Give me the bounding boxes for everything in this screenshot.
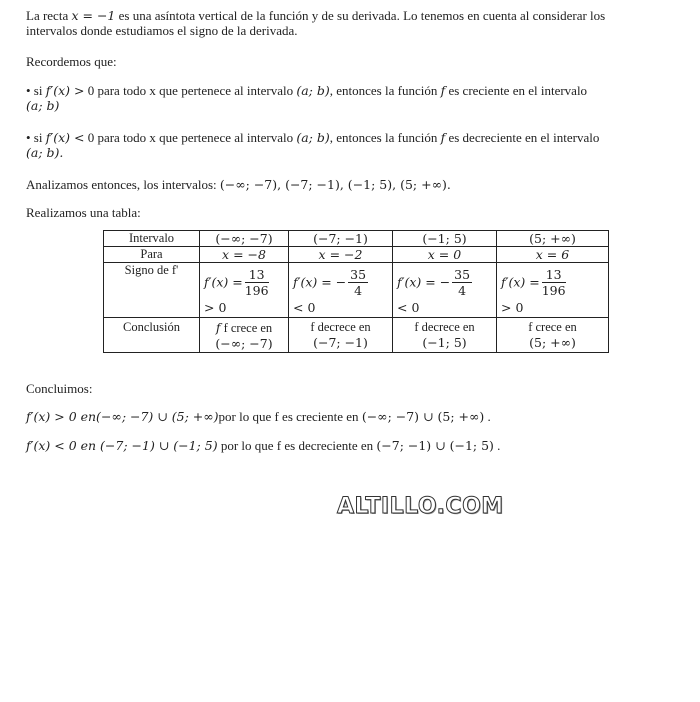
conclusion-decreciente xyxy=(26,438,686,453)
conclusion-text: f decrece en xyxy=(414,320,475,334)
table-cell xyxy=(497,263,609,318)
table-cell: x = −2 xyxy=(289,247,393,263)
conclusion-math: f′(x) > 0 en(−∞; −7) ∪ (5; +∞) xyxy=(26,409,219,424)
table-cell xyxy=(200,263,289,318)
fraction xyxy=(348,268,368,298)
conclusion-math-2: (−7; −1) ∪ (−1; 5) xyxy=(376,438,494,453)
bullet-interval: (a; b) xyxy=(296,130,330,145)
intro-text-2: es una asíntota vertical de la función y de su derivada. Lo tenemos en cuenta al considerar los xyxy=(115,8,606,23)
table-cell: (−1; 5) xyxy=(393,231,497,247)
bullet-f: f xyxy=(440,83,446,98)
table-cell xyxy=(497,318,609,353)
fraction-numerator: 13 xyxy=(245,268,269,283)
bullet-creciente xyxy=(26,83,686,113)
table-header-row xyxy=(104,231,609,247)
bullet-fprime: f′(x) > xyxy=(45,83,85,98)
conclusion-end: . xyxy=(484,409,491,424)
fraction xyxy=(245,268,269,298)
bullet-decreciente xyxy=(26,130,686,160)
intro-math: x = −1 xyxy=(71,8,116,23)
table-cell: Conclusión xyxy=(104,318,200,353)
bullet-prefix: • si xyxy=(26,130,46,145)
bullet-interval: (a; b) xyxy=(296,83,330,98)
conclusion-text: f crece en xyxy=(223,321,273,335)
fraction-numerator: 35 xyxy=(350,267,367,282)
table-cell: (−7; −1) xyxy=(289,231,393,247)
conclusion-text: f decrece en xyxy=(310,320,371,334)
conclusion-interval: (−∞; −7) xyxy=(215,336,273,351)
sign-result: < 0 xyxy=(293,300,316,315)
table-cell xyxy=(289,263,393,318)
table-cell xyxy=(393,263,497,318)
derivative-expression: f′(x) = xyxy=(204,274,243,290)
conclusion-text: por lo que f es decreciente en xyxy=(217,438,377,453)
conclusion-creciente xyxy=(26,409,686,424)
intro-text: La recta xyxy=(26,8,72,23)
bullet-end: es decreciente en el intervalo xyxy=(445,130,600,145)
analizamos-text xyxy=(26,177,686,192)
conclusion-math: f′(x) < 0 en (−7; −1) ∪ (−1; 5) xyxy=(26,438,218,453)
table-cell xyxy=(289,318,393,353)
table-cell xyxy=(393,318,497,353)
conclusion-interval: (5; +∞) xyxy=(529,335,576,350)
table-cell: Para xyxy=(104,247,200,263)
table-cell: Intervalo xyxy=(104,231,200,247)
bullet-fprime: f′(x) < xyxy=(45,130,85,145)
realizamos-text: Realizamos una tabla: xyxy=(26,205,141,220)
table-cell: x = 0 xyxy=(393,247,497,263)
table-cell: (5; +∞) xyxy=(497,231,609,247)
table-row xyxy=(104,318,609,353)
table-cell: (−∞; −7) xyxy=(200,231,289,247)
fraction-denominator: 4 xyxy=(354,283,363,298)
intro-line2: intervalos donde estudiamos el signo de la derivada. xyxy=(26,23,298,38)
table-row xyxy=(104,247,609,263)
table-cell: x = 6 xyxy=(497,247,609,263)
analizamos-intervals: (−∞; −7), (−7; −1), (−1; 5), (5; +∞). xyxy=(219,177,451,192)
sign-result: > 0 xyxy=(204,300,227,315)
bullet-prefix: • si xyxy=(26,83,46,98)
fraction-denominator: 4 xyxy=(458,283,467,298)
bullet-text: 0 para todo x que pertenece al intervalo xyxy=(84,83,297,98)
intro-paragraph xyxy=(26,8,686,38)
fraction xyxy=(452,268,472,298)
conclusion-end: . xyxy=(493,438,501,453)
table-cell xyxy=(200,318,289,353)
conclusion-interval: (−7; −1) xyxy=(313,335,368,350)
derivative-expression: f′(x) = − xyxy=(293,274,347,290)
fraction-denominator: 196 xyxy=(244,283,269,298)
fraction xyxy=(542,268,566,298)
concluimos-text: Concluimos: xyxy=(26,381,93,396)
analizamos-label: Analizamos entonces, los intervalos: xyxy=(26,177,220,192)
recordemos-text: Recordemos que: xyxy=(26,54,117,69)
bullet-line2: (a; b). xyxy=(26,145,64,160)
derivative-expression: f′(x) = − xyxy=(397,274,451,290)
bullet-end: es creciente en el intervalo xyxy=(445,83,588,98)
table-cell: Signo de f' xyxy=(104,263,200,318)
sign-result: < 0 xyxy=(397,300,420,315)
fraction-numerator: 13 xyxy=(542,268,566,283)
bullet-f: f xyxy=(440,130,446,145)
f-symbol: f xyxy=(215,320,221,335)
derivative-expression: f′(x) = xyxy=(501,274,540,290)
table-cell: x = −8 xyxy=(200,247,289,263)
sign-table xyxy=(103,230,609,353)
altillo-logo: ALTILLO.COM xyxy=(337,494,504,519)
table-row xyxy=(104,263,609,318)
fraction-numerator: 35 xyxy=(454,267,471,282)
bullet-text-2: , entonces la función xyxy=(329,130,441,145)
conclusion-text: f crece en xyxy=(528,320,577,334)
conclusion-text: por lo que f es creciente en xyxy=(218,409,362,424)
fraction-denominator: 196 xyxy=(541,283,566,298)
bullet-text-2: , entonces la función xyxy=(329,83,441,98)
sign-result: > 0 xyxy=(501,300,524,315)
bullet-text: 0 para todo x que pertenece al intervalo xyxy=(84,130,297,145)
conclusion-math-2: (−∞; −7) ∪ (5; +∞) xyxy=(361,409,485,424)
conclusion-interval: (−1; 5) xyxy=(422,335,467,350)
bullet-line2: (a; b) xyxy=(26,98,60,113)
